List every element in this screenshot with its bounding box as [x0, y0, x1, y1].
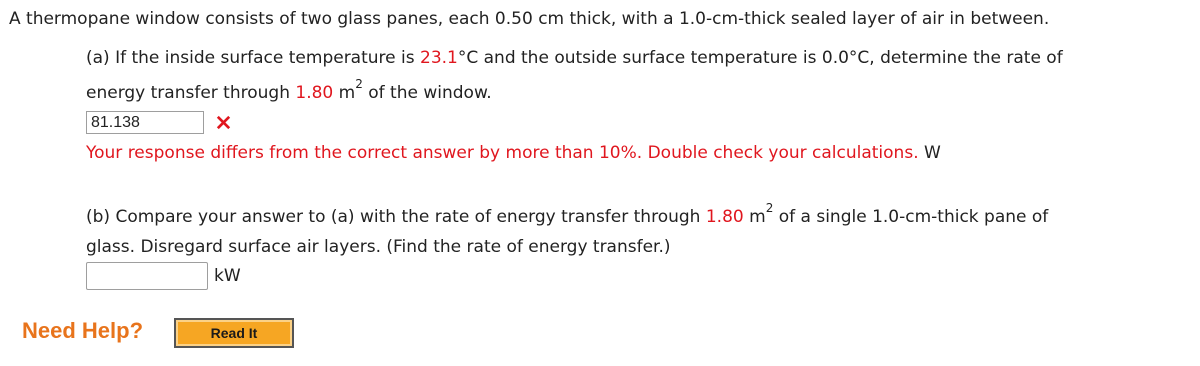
part-a-feedback-line — [86, 143, 941, 163]
part-b-unit: kW — [214, 266, 241, 286]
part-a-text: (a) If the inside surface temperature is — [86, 48, 420, 68]
part-b-line2: glass. Disregard surface air layers. (Find the rate of energy transfer.) — [86, 237, 671, 257]
area-exponent: 2 — [355, 77, 363, 92]
part-b-area-exponent: 2 — [765, 201, 774, 216]
feedback-message: Your response differs from the correct answer by more than 10%. Double check your calculations. — [86, 143, 919, 163]
need-help-label: Need Help? — [22, 318, 144, 343]
part-b-area-unit: m — [743, 207, 766, 227]
area-unit: m — [333, 83, 356, 103]
inside-temperature: 23.1 — [420, 48, 458, 68]
part-a-text-mid: °C and the outside surface temperature is 0.0°C, determine the rate of — [457, 48, 1063, 68]
part-b-line1 — [86, 201, 1049, 227]
window-area: 1.80 — [295, 83, 334, 103]
incorrect-x-icon — [214, 113, 233, 132]
part-b-text-post: of a single 1.0-cm-thick pane of — [773, 207, 1049, 227]
part-a-line2 — [86, 77, 492, 103]
part-a-line1 — [86, 48, 1063, 68]
part-a-unit: W — [924, 143, 941, 163]
read-it-button[interactable]: Read It — [174, 318, 294, 348]
part-a-text2-post: of the window. — [362, 83, 492, 103]
part-b-text: (b) Compare your answer to (a) with the rate of energy transfer through — [86, 207, 706, 227]
part-b-area: 1.80 — [705, 207, 744, 227]
question-intro: A thermopane window consists of two glass panes, each 0.50 cm thick, with a 1.0-cm-thick sealed layer of air in between. — [9, 9, 1050, 29]
part-a-text2: energy transfer through — [86, 83, 296, 103]
part-b-answer-input[interactable] — [86, 262, 208, 290]
part-a-answer-input[interactable]: 81.138 — [86, 111, 204, 134]
